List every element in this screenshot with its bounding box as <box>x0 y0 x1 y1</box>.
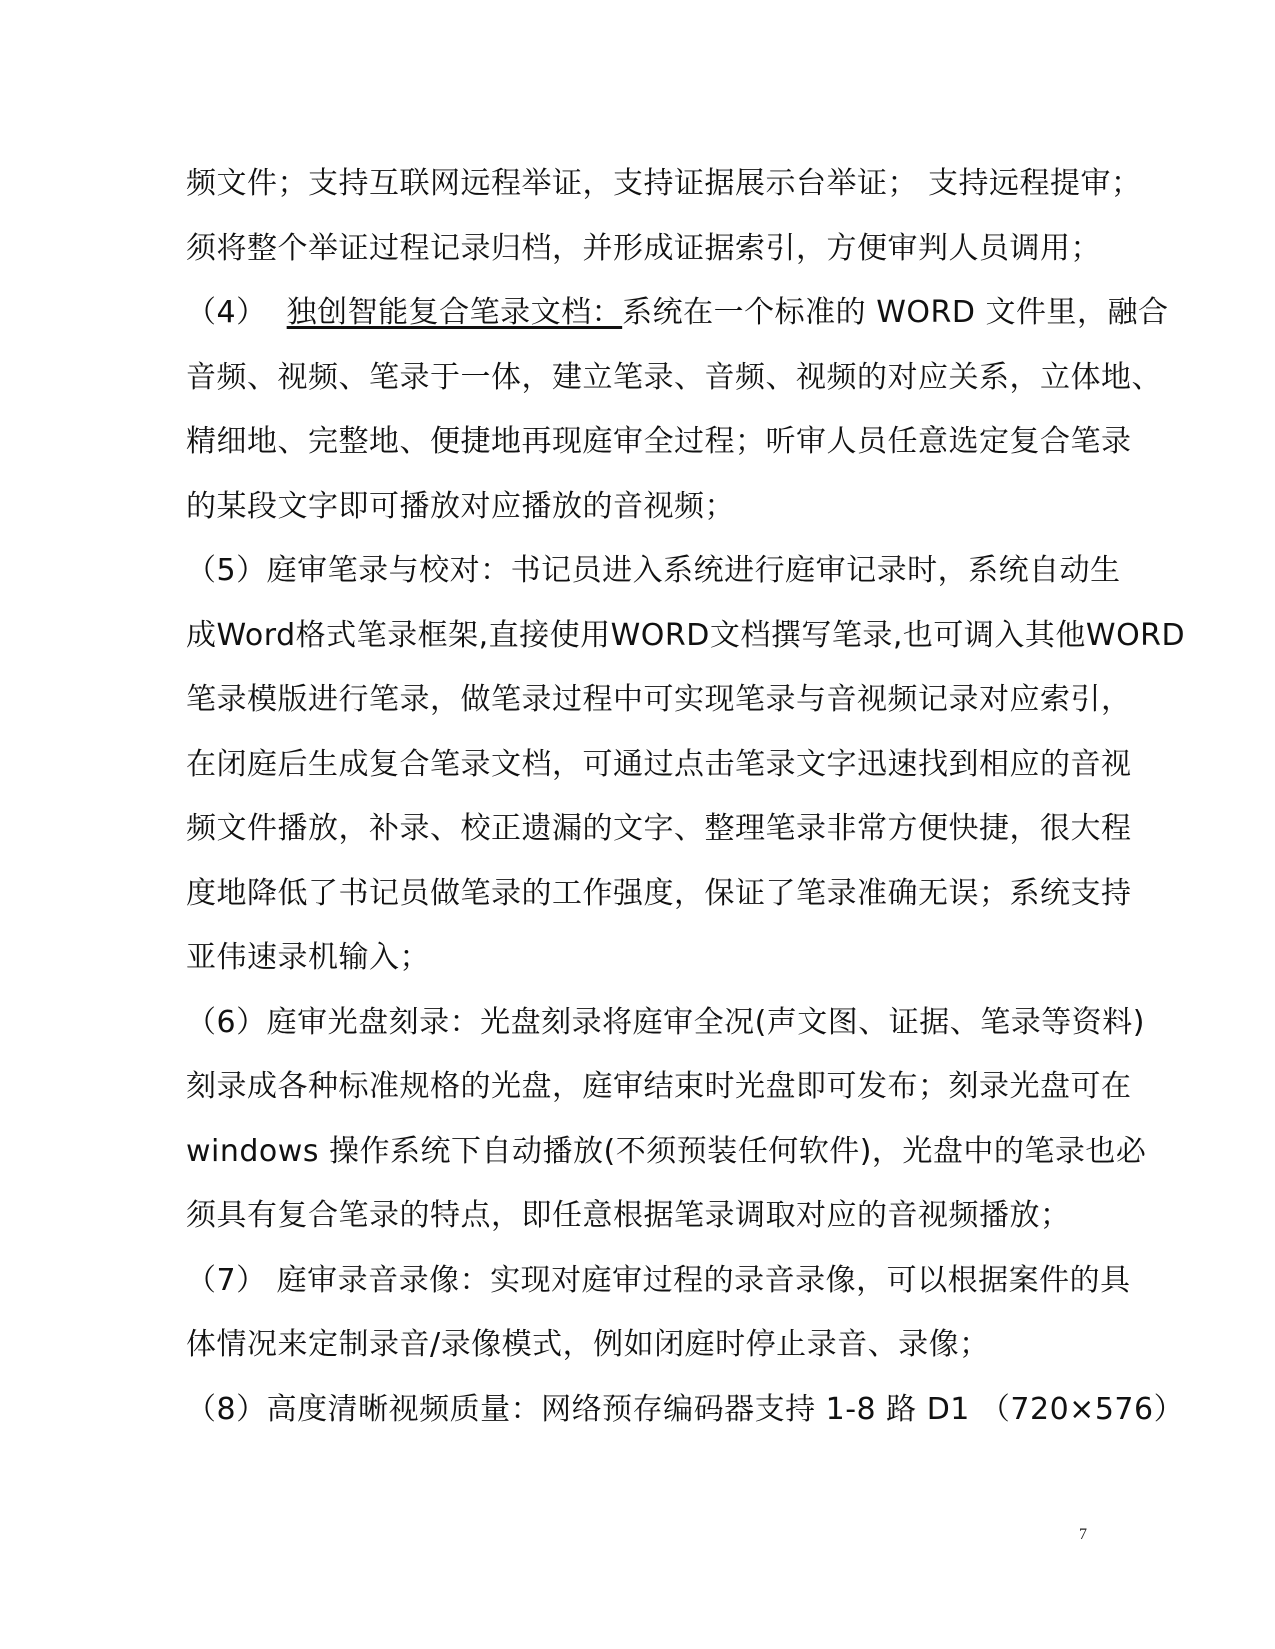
text-line: （6）庭审光盘刻录：光盘刻录将庭审全况(声文图、证据、笔录等资料) <box>186 1004 1145 1040</box>
underlined-heading: 独创智能复合笔录文档： <box>286 295 623 330</box>
text-line: 须具有复合笔录的特点，即任意根据笔录调取对应的音视频播放； <box>186 1198 1071 1233</box>
text-line: 亚伟速录机输入； <box>186 940 430 975</box>
item-number: （4） <box>186 295 287 330</box>
text-line: 刻录成各种标准规格的光盘，庭审结束时光盘即可发布；刻录光盘可在 <box>186 1069 1132 1104</box>
page-number: 7 <box>1079 1526 1087 1543</box>
text-line: 的某段文字即可播放对应播放的音视频； <box>186 488 735 524</box>
text-line: 音频、视频、笔录于一体，建立笔录、音频、视频的对应关系，立体地、 <box>186 359 1162 395</box>
body-text <box>186 152 1186 1442</box>
text-line: 成Word格式笔录框架,直接使用WORD文档撰写笔录,也可调入其他WORD <box>186 617 1186 653</box>
text-line: （7） 庭审录音录像：实现对庭审过程的录音录像，可以根据案件的具 <box>186 1262 1131 1298</box>
text-line <box>186 281 1169 346</box>
text-line: 频文件播放，补录、校正遗漏的文字、整理笔录非常方便快捷，很大程 <box>186 811 1132 846</box>
text-line: 精细地、完整地、便捷地再现庭审全过程；听审人员任意选定复合笔录 <box>186 424 1132 459</box>
text-line: 频文件；支持互联网远程举证，支持证据展示台举证； 支持远程提审； <box>186 166 1142 201</box>
text-line: 在闭庭后生成复合笔录文档，可通过点击笔录文字迅速找到相应的音视 <box>186 746 1132 782</box>
text-line: 度地降低了书记员做笔录的工作强度，保证了笔录准确无误；系统支持 <box>186 875 1132 911</box>
text-line: 笔录模版进行笔录，做笔录过程中可实现笔录与音视频记录对应索引， <box>186 682 1132 717</box>
text-line: （8）高度清晰视频质量：网络预存编码器支持 1-8 路 D1 （720×576） <box>186 1391 1185 1427</box>
text-segment: 系统在一个标准的 WORD 文件里，融合 <box>622 295 1169 330</box>
text-line: 须将整个举证过程记录归档，并形成证据索引，方便审判人员调用； <box>186 230 1101 266</box>
text-line: windows 操作系统下自动播放(不须预装任何软件)，光盘中的笔录也必 <box>186 1133 1147 1169</box>
text-line: （5）庭审笔录与校对：书记员进入系统进行庭审记录时，系统自动生 <box>186 553 1121 588</box>
text-line: 体情况来定制录音/录像模式，例如闭庭时停止录音、录像； <box>186 1327 990 1362</box>
